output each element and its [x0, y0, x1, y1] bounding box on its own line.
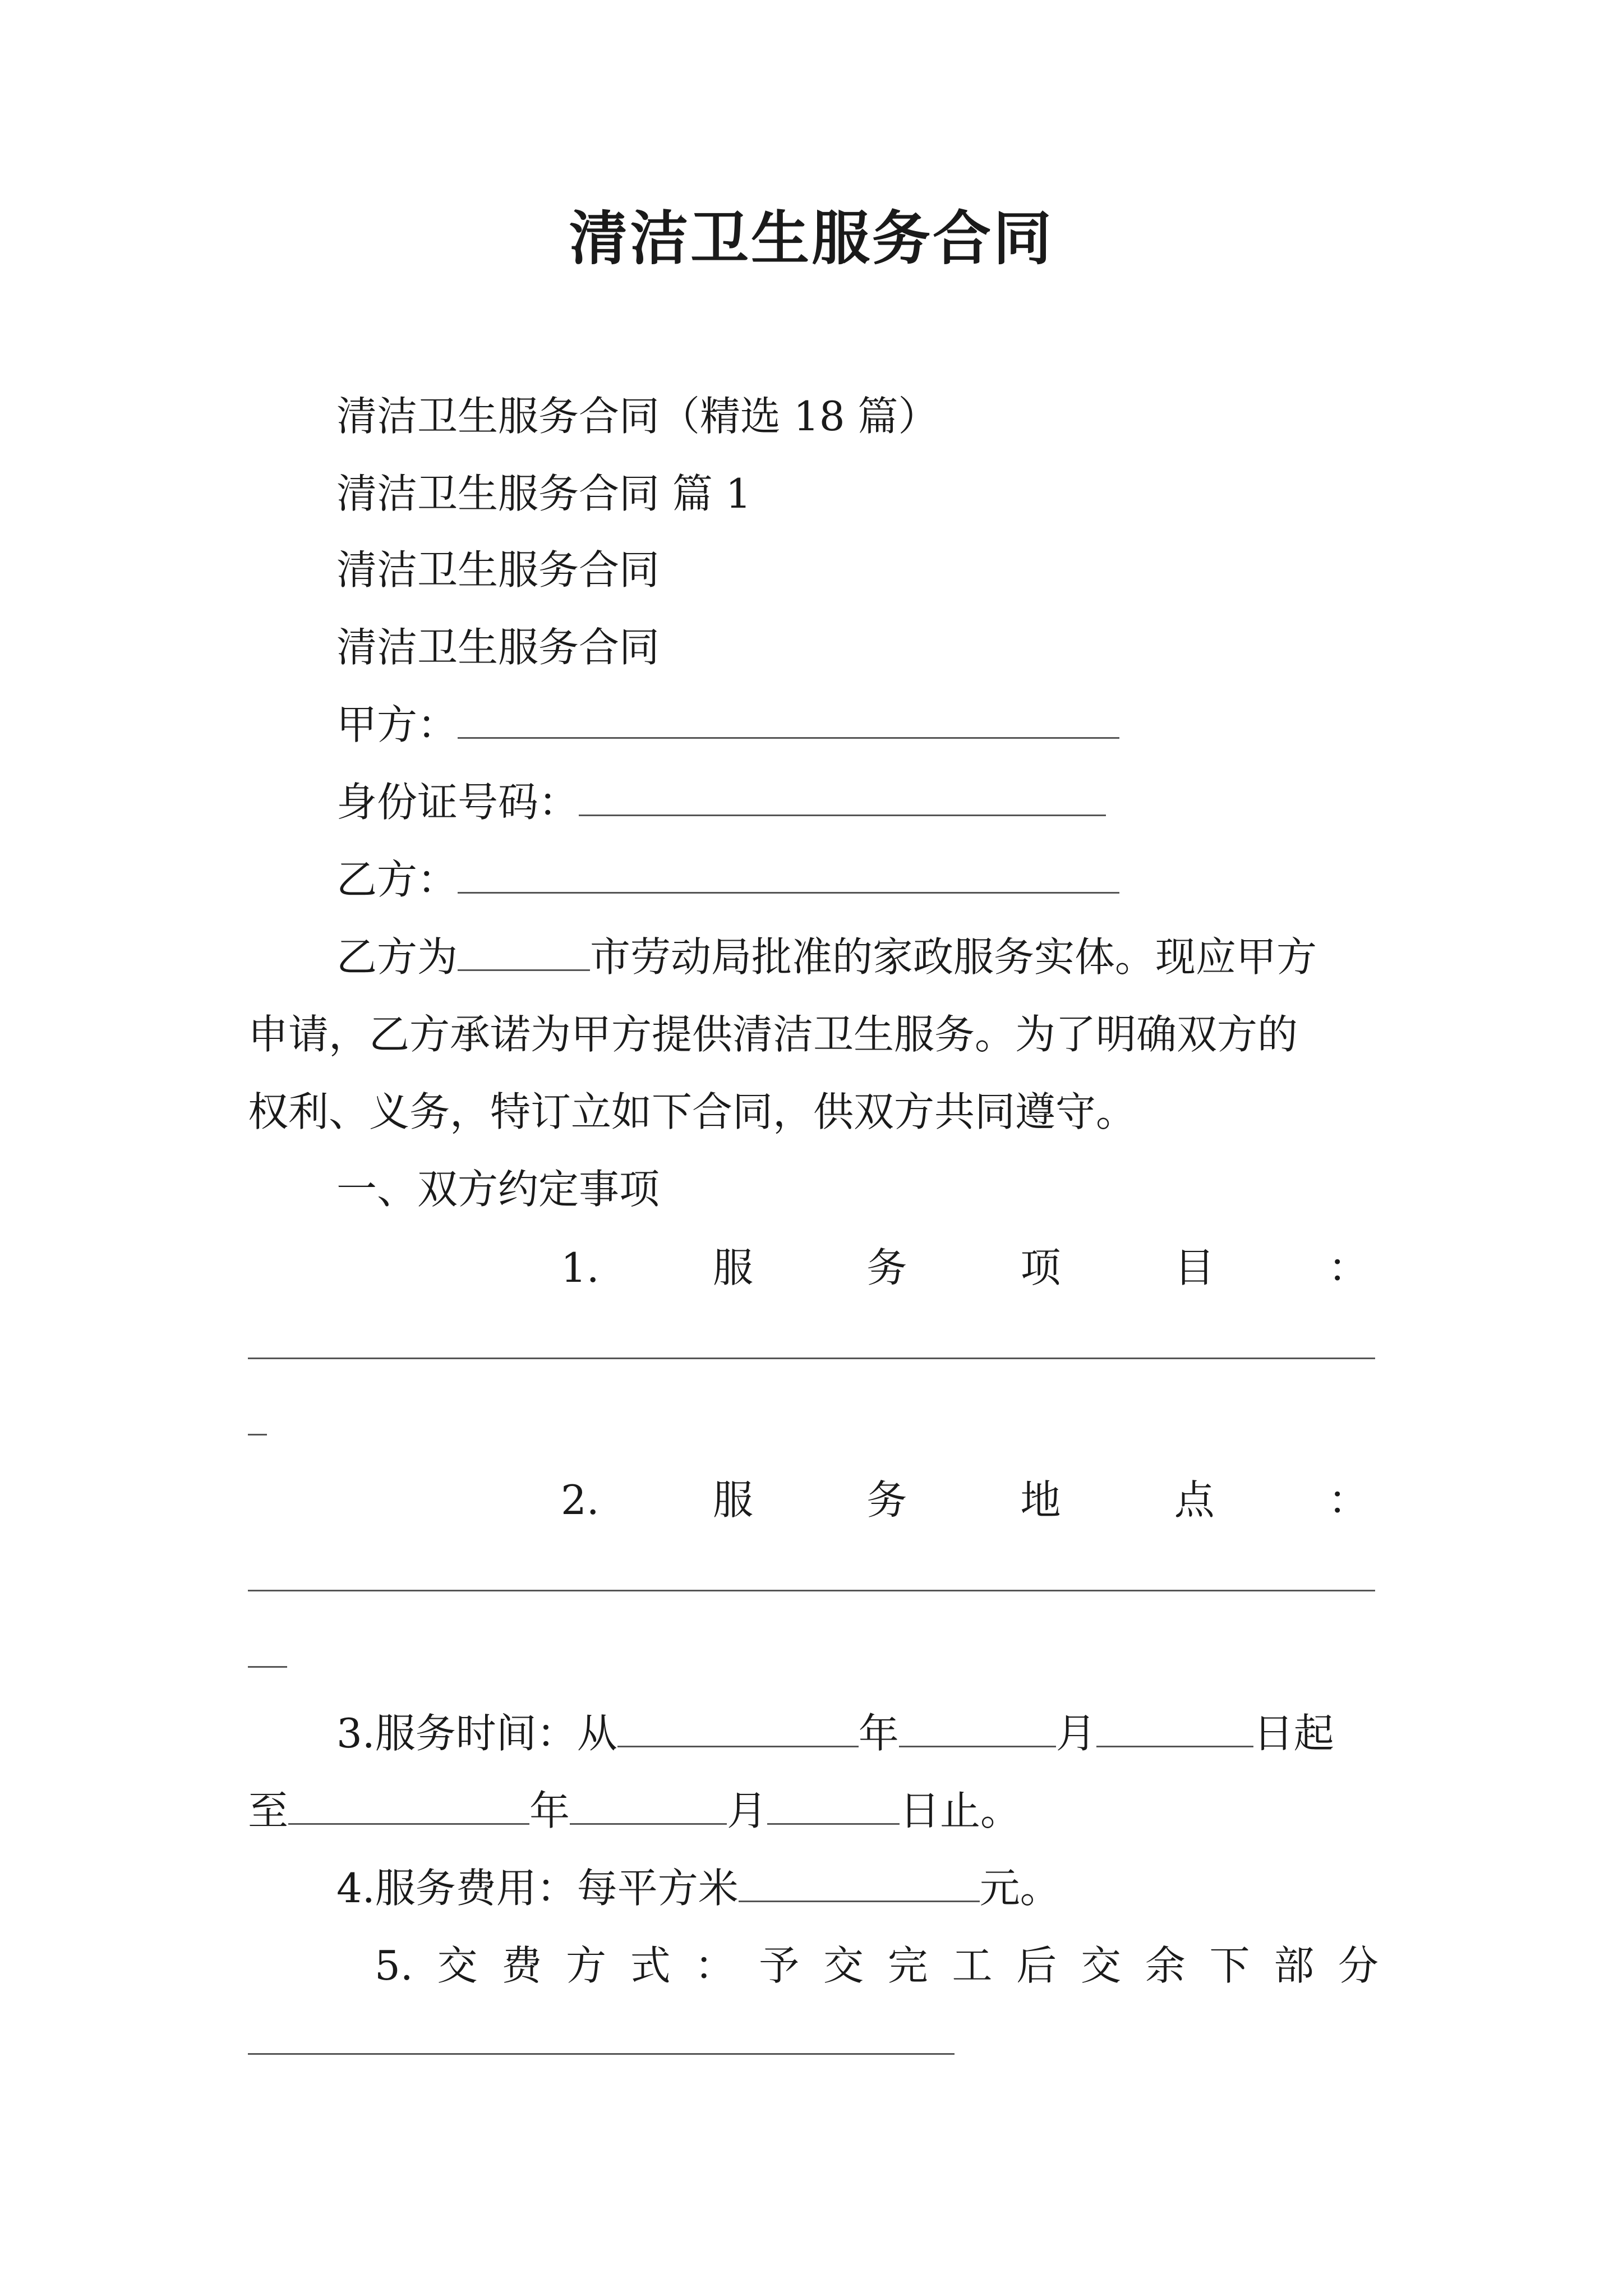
- heading-b: 清洁卫生服务合同: [336, 624, 660, 671]
- party-a-blank: [458, 698, 1119, 739]
- id-blank: [579, 775, 1106, 816]
- item-5-char: 部: [1274, 1942, 1315, 1989]
- city-blank: [458, 930, 590, 971]
- id-row: [336, 774, 1106, 830]
- party-b-blank: [458, 853, 1119, 894]
- item-5-blank-line: [248, 2053, 955, 2055]
- item-5-char: 完: [887, 1942, 928, 1989]
- end-year-blank: [288, 1784, 529, 1825]
- start-year-blank: [617, 1706, 859, 1747]
- party-b-label: 乙方：: [336, 856, 458, 903]
- item-5-number: 5.: [375, 1942, 413, 1989]
- item-2-char: 服: [712, 1476, 753, 1524]
- start-day-blank: [1096, 1706, 1253, 1747]
- year-label: 年: [529, 1787, 570, 1834]
- intro-post: 市劳动局批准的家政服务实体。现应甲方: [590, 933, 1317, 981]
- intro-line-3: 权利、义务，特订立如下合同，供双方共同遵守。: [248, 1088, 1137, 1135]
- item-2-label: [561, 1472, 1368, 1528]
- item-2-char: 点: [1174, 1476, 1215, 1524]
- item-2-colon: ：: [1327, 1476, 1368, 1524]
- item-1-char: 务: [866, 1244, 907, 1291]
- page-title: 清洁卫生服务合同: [569, 204, 1054, 273]
- item-5-char: 分: [1338, 1942, 1378, 1989]
- item-5-label: [375, 1938, 1378, 1994]
- item-1-number: 1.: [561, 1244, 600, 1291]
- day-end-label: 日止。: [900, 1787, 1021, 1834]
- to-label: 至: [248, 1787, 289, 1834]
- intro-line-1: [336, 929, 1317, 985]
- item-5-char: 予: [759, 1942, 800, 1989]
- item-1-label: [561, 1240, 1368, 1296]
- start-month-blank: [899, 1706, 1056, 1747]
- item-5-char: 余: [1145, 1942, 1186, 1989]
- party-b-row: [336, 852, 1119, 908]
- item-5-char: 后: [1016, 1942, 1057, 1989]
- item-2-char: 务: [866, 1476, 907, 1524]
- party-a-row: [336, 697, 1119, 753]
- subtitle: 清洁卫生服务合同（精选 18 篇）: [336, 393, 939, 440]
- item-1-blank-line: [248, 1358, 1375, 1359]
- month-label: 月: [727, 1787, 768, 1834]
- id-label: 身份证号码：: [336, 779, 579, 826]
- item-3-line-2: [248, 1783, 1021, 1839]
- party-a-label: 甲方：: [336, 701, 458, 748]
- item-3-pre: 3.服务时间：从: [336, 1710, 617, 1757]
- item-2-blank-line: [248, 1590, 1375, 1591]
- item-1-char: 项: [1020, 1244, 1061, 1291]
- item-5-char: 方: [565, 1942, 606, 1989]
- item-3-line-1: [336, 1705, 1334, 1761]
- item-4-post: 元。: [979, 1865, 1061, 1912]
- item-5-char: 下: [1209, 1942, 1250, 1989]
- item-1-blank-tail: [248, 1434, 267, 1435]
- clause-1-heading: 一、双方约定事项: [336, 1166, 660, 1213]
- item-4-pre: 4.服务费用：每平方米: [336, 1865, 739, 1912]
- item-5-char: 交: [823, 1942, 864, 1989]
- end-day-blank: [767, 1784, 900, 1825]
- item-5-colon: ：: [694, 1942, 735, 1989]
- item-2-blank-tail: [248, 1666, 287, 1668]
- item-2-char: 地: [1020, 1476, 1061, 1524]
- item-5-char: 费: [501, 1942, 542, 1989]
- month-label: 月: [1055, 1710, 1096, 1757]
- year-label: 年: [858, 1710, 899, 1757]
- heading-a: 清洁卫生服务合同: [336, 546, 660, 593]
- item-4-line: [336, 1860, 1061, 1916]
- intro-line-2: 申请，乙方承诺为甲方提供清洁卫生服务。为了明确双方的: [248, 1011, 1298, 1058]
- fee-blank: [739, 1861, 980, 1902]
- item-5-char: 交: [1080, 1942, 1121, 1989]
- item-5-char: 工: [952, 1942, 993, 1989]
- day-start-label: 日起: [1253, 1710, 1334, 1757]
- item-1-colon: ：: [1327, 1244, 1368, 1291]
- item-2-number: 2.: [561, 1476, 600, 1524]
- item-5-char: 交: [437, 1942, 478, 1989]
- item-1-char: 目: [1174, 1244, 1215, 1291]
- end-month-blank: [570, 1784, 727, 1825]
- item-5-char: 式: [630, 1942, 671, 1989]
- section-heading: 清洁卫生服务合同 篇 1: [336, 470, 751, 517]
- item-1-char: 服: [712, 1244, 753, 1291]
- intro-pre: 乙方为: [336, 933, 458, 981]
